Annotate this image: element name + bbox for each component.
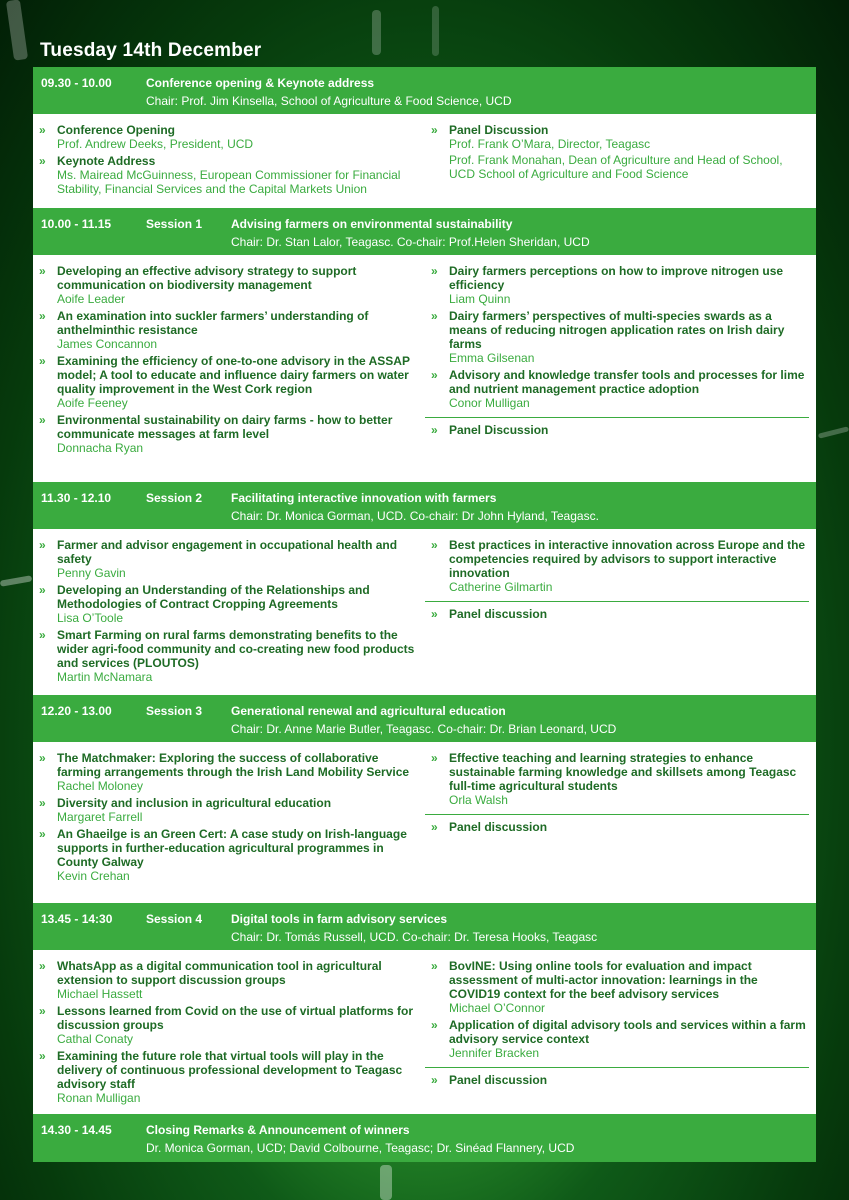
- talk-title: Smart Farming on rural farms demonstrating benefits to the wider agri-food community and co-creating new food products and services (PLOUTOS): [57, 628, 415, 670]
- chevron-icon: »: [39, 827, 46, 841]
- talk-speaker: Michael Hassett: [57, 987, 143, 1001]
- chevron-icon: »: [431, 1018, 438, 1032]
- session-number: Session 3: [146, 704, 203, 718]
- chevron-icon: »: [431, 538, 438, 552]
- talk-item: [425, 751, 809, 807]
- chevron-icon: »: [431, 123, 438, 137]
- talk-title: Examining the future role that virtual tools will play in the delivery of continuous professional development to Teagasc advisory staff: [57, 1049, 403, 1091]
- session-time: 11.30 - 12.10: [41, 491, 112, 505]
- chevron-icon: »: [39, 1049, 46, 1063]
- talk-item: [33, 309, 419, 351]
- chevron-icon: »: [39, 1004, 46, 1018]
- opening-item: » Panel Discussion Prof. Frank O’Mara, Director, Teagasc Prof. Frank Monahan, Dean of Agriculture and Head of School, UCD School of Agriculture and Food Science: [431, 123, 783, 181]
- chevron-icon: »: [39, 796, 46, 810]
- talk-speaker: Orla Walsh: [449, 793, 508, 807]
- talk-title: Dairy farmers’ perspectives of multi-species swards as a means of reducing nitrogen application rates on Irish dairy farms: [449, 309, 785, 351]
- session-title: Digital tools in farm advisory services: [231, 912, 448, 926]
- talk-title: Best practices in interactive innovation across Europe and the competencies required by advisors to support interactive innovation: [449, 538, 806, 580]
- talk-title: Examining the efficiency of one-to-one advisory in the ASSAP model; A tool to educate and influence dairy farmers on water quality improvement in the West Cork region: [57, 354, 410, 396]
- panel-discussion-item: [425, 814, 809, 834]
- talk-speaker: Conor Mulligan: [449, 396, 530, 410]
- talk-speaker: James Concannon: [57, 337, 158, 351]
- talk-title: Developing an Understanding of the Relationships and Methodologies of Contract Cropping Agreements: [57, 583, 370, 611]
- panel-title: Panel discussion: [449, 820, 548, 834]
- chevron-icon: »: [39, 628, 46, 642]
- chevron-icon: »: [39, 959, 46, 973]
- chevron-icon: »: [431, 607, 438, 621]
- chevron-icon: »: [431, 264, 438, 278]
- talk-item: [425, 538, 809, 594]
- chevron-icon: »: [39, 309, 46, 323]
- session-number: Session 1: [146, 217, 203, 231]
- session-chair: Chair: Dr. Monica Gorman, UCD. Co-chair: Dr John Hyland, Teagasc.: [231, 509, 599, 523]
- talk-speaker: Aoife Leader: [57, 292, 126, 306]
- session-header: [33, 695, 816, 742]
- chevron-icon: »: [431, 1073, 438, 1087]
- chevron-icon: »: [39, 538, 46, 552]
- talk-item: [33, 751, 419, 793]
- session-content: [33, 950, 816, 1114]
- talk-item: [33, 583, 419, 625]
- chevron-icon: »: [431, 368, 438, 382]
- chevron-icon: »: [39, 583, 46, 597]
- talk-speaker: Penny Gavin: [57, 566, 126, 580]
- talk-title: Advisory and knowledge transfer tools and processes for lime and nutrient management practice adoption: [449, 368, 805, 396]
- talk-item: [33, 827, 419, 883]
- talk-speaker: Cathal Conaty: [57, 1032, 134, 1046]
- talk-title: Farmer and advisor engagement in occupational health and safety: [57, 538, 398, 566]
- talk-item: [33, 796, 419, 824]
- panel-discussion-item: [425, 601, 809, 621]
- opening-item: » Keynote Address Ms. Mairead McGuinness, European Commissioner for Financial Stability, Financial Services and the Capital Markets Union: [39, 154, 401, 196]
- session-chair: Chair: Dr. Tomás Russell, UCD. Co-chair: Dr. Teresa Hooks, Teagasc: [231, 930, 598, 944]
- session-title: Advising farmers on environmental sustainability: [231, 217, 513, 231]
- session-header: [33, 208, 816, 255]
- closing-block: [33, 1114, 816, 1162]
- talk-item: [33, 1004, 419, 1046]
- talk-speaker: Margaret Farrell: [57, 810, 143, 824]
- chevron-icon: »: [39, 123, 46, 137]
- talk-item: [33, 413, 419, 455]
- decorative-light-ray: [818, 426, 849, 438]
- talk-speaker: Emma Gilsenan: [449, 351, 535, 365]
- chevron-icon: »: [431, 309, 438, 323]
- talk-item: [425, 959, 809, 1015]
- session-title: Generational renewal and agricultural education: [231, 704, 506, 718]
- chevron-icon: »: [39, 154, 46, 168]
- chevron-icon: »: [39, 354, 46, 368]
- talk-title: Lessons learned from Covid on the use of virtual platforms for discussion groups: [57, 1004, 414, 1032]
- session-time: 12.20 - 13.00: [41, 704, 112, 718]
- session-content: [33, 255, 816, 482]
- decorative-light-ray: [380, 1165, 392, 1200]
- talk-item: [425, 1018, 809, 1060]
- panel-title: Panel discussion: [449, 607, 548, 621]
- session-time: 10.00 - 11.15: [41, 217, 112, 231]
- talk-speaker: Donnacha Ryan: [57, 441, 144, 455]
- chevron-icon: »: [431, 820, 438, 834]
- opening-time: 09.30 - 10.00: [41, 76, 112, 90]
- talk-title: Developing an effective advisory strategy to support communication on biodiversity management: [57, 264, 357, 292]
- talk-speaker: Aoife Feeney: [57, 396, 128, 410]
- chevron-icon: »: [39, 413, 46, 427]
- talk-speaker: Kevin Crehan: [57, 869, 130, 883]
- chevron-icon: »: [39, 751, 46, 765]
- talk-title: BovINE: Using online tools for evaluation and impact assessment of multi-actor innovation: learnings in the COVID19 context for the beef advisory services: [449, 959, 758, 1001]
- chevron-icon: »: [431, 423, 438, 437]
- talk-speaker: Liam Quinn: [449, 292, 511, 306]
- talk-item: [33, 264, 419, 306]
- panel-title: Panel Discussion: [449, 423, 549, 437]
- session-number: Session 2: [146, 491, 203, 505]
- decorative-light-ray: [372, 10, 381, 55]
- decorative-light-ray: [6, 0, 28, 61]
- talk-item: [425, 368, 809, 410]
- session-chair: Chair: Dr. Anne Marie Butler, Teagasc. Co-chair: Dr. Brian Leonard, UCD: [231, 722, 617, 736]
- closing-title: Closing Remarks & Announcement of winners: [146, 1123, 410, 1137]
- talk-title: WhatsApp as a digital communication tool in agricultural extension to support discussion groups: [57, 959, 382, 987]
- talk-speaker: Ronan Mulligan: [57, 1091, 141, 1105]
- panel-discussion-item: [425, 417, 809, 437]
- session-number: Session 4: [146, 912, 203, 926]
- closing-speakers: Dr. Monica Gorman, UCD; David Colbourne, Teagasc; Dr. Sinéad Flannery, UCD: [146, 1141, 575, 1155]
- talk-title: An examination into suckler farmers’ understanding of anthelminthic resistance: [57, 309, 369, 337]
- talk-speaker: Jennifer Bracken: [449, 1046, 540, 1060]
- decorative-light-ray: [432, 6, 439, 56]
- talk-title: Application of digital advisory tools and services within a farm advisory service context: [449, 1018, 806, 1046]
- panel-discussion-item: [425, 1067, 809, 1087]
- decorative-light-ray: [0, 575, 32, 586]
- talk-speaker: Martin McNamara: [57, 670, 153, 684]
- talk-item: [425, 264, 809, 306]
- talk-speaker: Rachel Moloney: [57, 779, 144, 793]
- opening-title: Conference opening & Keynote address: [146, 76, 375, 90]
- opening-header: [33, 67, 816, 114]
- talk-title: Effective teaching and learning strategies to enhance sustainable farming knowledge and skillsets among Teagasc full-time agricultural students: [449, 751, 797, 793]
- page-title: Tuesday 14th December: [40, 40, 262, 61]
- chevron-icon: »: [39, 264, 46, 278]
- talk-title: Environmental sustainability on dairy farms - how to better communicate messages at farm level: [57, 413, 393, 441]
- talk-item: [33, 628, 419, 684]
- session-content: [33, 742, 816, 903]
- session-chair: Chair: Dr. Stan Lalor, Teagasc. Co-chair: Prof.Helen Sheridan, UCD: [231, 235, 590, 249]
- talk-speaker: Lisa O’Toole: [57, 611, 124, 625]
- chevron-icon: »: [431, 751, 438, 765]
- talk-title: The Matchmaker: Exploring the success of collaborative farming arrangements through the Irish Land Mobility Service: [57, 751, 410, 779]
- talk-item: [425, 309, 809, 365]
- talk-item: [33, 1049, 419, 1105]
- opening-chair: Chair: Prof. Jim Kinsella, School of Agriculture & Food Science, UCD: [146, 94, 512, 108]
- talk-title: Diversity and inclusion in agricultural education: [57, 796, 332, 810]
- talk-item: [33, 354, 419, 410]
- opening-content: [33, 114, 816, 208]
- session-header: [33, 903, 816, 950]
- opening-item: » Conference Opening Prof. Andrew Deeks, President, UCD: [39, 123, 254, 151]
- talk-item: [33, 538, 419, 580]
- session-header: [33, 482, 816, 529]
- talk-speaker: Michael O’Connor: [449, 1001, 546, 1015]
- talk-title: Dairy farmers perceptions on how to improve nitrogen use efficiency: [449, 264, 784, 292]
- talk-speaker: Catherine Gilmartin: [449, 580, 553, 594]
- talk-item: [33, 959, 419, 1001]
- panel-title: Panel discussion: [449, 1073, 548, 1087]
- talk-title: An Ghaeilge is an Green Cert: A case study on Irish-language supports in further-education agricultural programmes in County Galway: [57, 827, 407, 869]
- session-time: 13.45 - 14:30: [41, 912, 113, 926]
- session-title: Facilitating interactive innovation with farmers: [231, 491, 497, 505]
- session-content: [33, 529, 816, 695]
- chevron-icon: »: [431, 959, 438, 973]
- closing-time: 14.30 - 14.45: [41, 1123, 112, 1137]
